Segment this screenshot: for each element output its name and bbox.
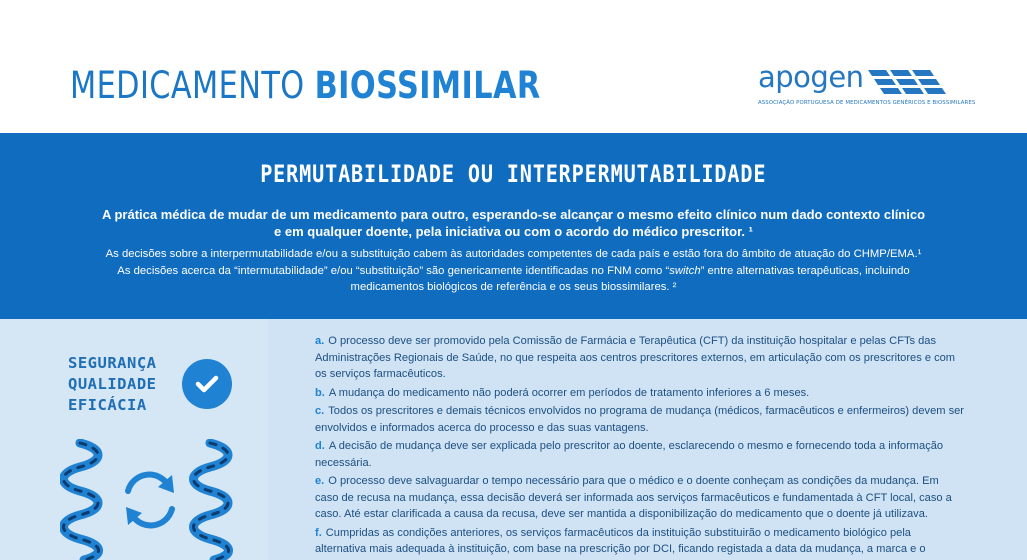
- item-text: Todos os prescritores e demais técnicos envolvidos no programa de mudança (médicos, farmacêuticos e enfermeiros) devem ser envolvidos e informados acerca do processo e das suas vantagens.: [315, 405, 964, 434]
- right-panel: [268, 319, 1027, 560]
- swap-arrows-icon: [126, 475, 174, 526]
- definition-text: [60, 206, 967, 240]
- note-line-2-b: ” entre alternativas terapêuticas, incluindo: [700, 264, 910, 277]
- definition-line-2: e em qualquer doente, pela iniciativa ou com o acordo do médico prescritor. ¹: [274, 224, 753, 239]
- item-letter: d.: [315, 440, 325, 452]
- note-line-2-em: switch: [669, 264, 701, 277]
- item-text: O processo deve ser promovido pela Comissão de Farmácia e Terapêutica (CFT) da instituição hospitalar e pelas CFTs das Administrações Regionais de Saúde, no que respeita aos centros prescritores externos, em articulação com os prescritores e com os serviços farmacêuticos.: [315, 335, 956, 380]
- definition-band: [0, 133, 1027, 319]
- helix-molecule-icon: [194, 443, 229, 560]
- section-title: [0, 160, 1027, 188]
- guidelines-panel: [268, 319, 1027, 560]
- note-line-3: medicamentos biológicos de referência e os seus biossimilares. ²: [350, 281, 677, 293]
- list-item: [315, 403, 965, 436]
- brand-mark-icon: [868, 68, 960, 96]
- list-item: [315, 333, 965, 383]
- note-line-2-a: As decisões acerca da “intermutabilidade” e/ou “substituição” são genericamente identificadas no FNM como “: [117, 264, 670, 277]
- item-letter: a.: [315, 335, 325, 347]
- guidelines-list: [315, 333, 965, 560]
- list-item: [315, 385, 965, 402]
- note-line-2: [40, 263, 987, 280]
- item-letter: b.: [315, 386, 325, 399]
- item-letter: f.: [315, 526, 322, 539]
- list-item: [315, 525, 965, 558]
- item-text: O processo deve salvaguardar o tempo necessário para que o médico e o doente conheçam as condições da mudança. Em caso de recusa na mudança, essa decisão deverá ser informada aos serviços farmacêuticos e fundamentada à CFT local, caso a caso. Até estar clarificada a causa da recusa, deve ser mantida a disponibilização do medicamento que o doente já utilizava.: [315, 475, 952, 520]
- item-letter: e.: [315, 475, 325, 487]
- list-item: [315, 473, 965, 523]
- left-panel: [0, 319, 268, 560]
- pillar-safety: SEGURANÇA: [68, 354, 157, 372]
- helix-molecule-icon: [64, 443, 99, 560]
- page-header: [0, 0, 1027, 133]
- definition-line-1: A prática médica de mudar de um medicamento para outro, esperando-se alcançar o mesmo efeito clínico num dado contexto clínico: [101, 207, 926, 222]
- title-light: MEDICAMENTO: [70, 64, 315, 107]
- pillar-efficacy: EFICÁCIA: [68, 396, 147, 414]
- biosimilar-illustration: [60, 439, 240, 560]
- check-circle-icon: [182, 359, 232, 409]
- section-title-text: PERMUTABILIDADE OU INTERPERMUTABILIDADE: [260, 160, 767, 188]
- definition-note: [40, 246, 987, 296]
- pillar-quality: QUALIDADE: [68, 375, 157, 393]
- item-text: Cumpridas as condições anteriores, os serviços farmacêuticos da instituição substituirão o medicamento biológico pela alternativa mais adequada à instituição, com base na prescrição por DCI, ficando registada a data da mudança, a marca e o: [315, 526, 926, 555]
- page-title: [70, 64, 541, 107]
- check-icon: [182, 359, 232, 409]
- item-letter: c.: [315, 405, 325, 417]
- brand-tagline: ASSOCIAÇÃO PORTUGUESA DE MEDICAMENTOS GENÉRICOS E BIOSSIMILARES: [758, 100, 976, 106]
- item-text: A decisão de mudança deve ser explicada pelo prescritor ao doente, esclarecendo o mesmo e fornecendo toda a informação necessária.: [315, 440, 944, 469]
- note-line-1: As decisões sobre a interpermutabilidade e/ou a substituição cabem às autoridades competentes de cada país e estão fora do âmbito de atuação do CHMP/EMA.¹: [105, 248, 922, 260]
- list-item: [315, 438, 965, 471]
- apogen-logo[interactable]: [758, 60, 976, 112]
- pillars-list: [68, 353, 157, 416]
- brand-name: apogen: [758, 60, 864, 94]
- item-text: A mudança do medicamento não poderá ocorrer em períodos de tratamento inferiores a 6 meses.: [328, 386, 810, 399]
- title-bold: BIOSSIMILAR: [314, 64, 541, 107]
